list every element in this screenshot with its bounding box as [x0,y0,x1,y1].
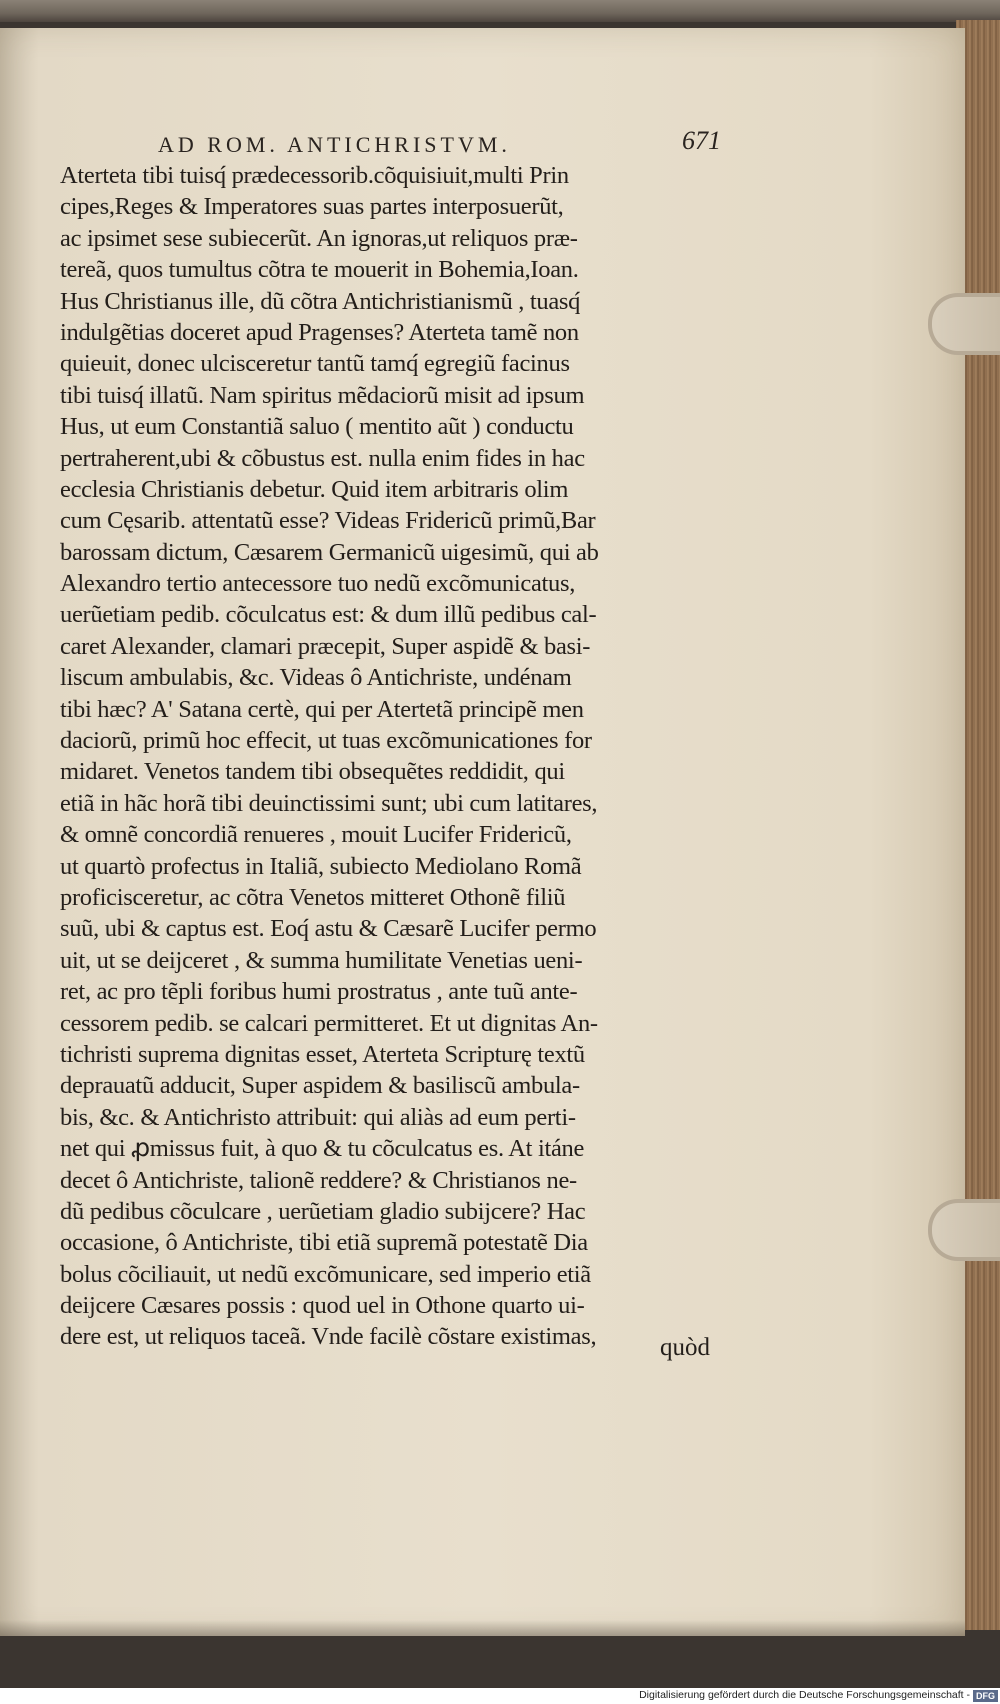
text-line: midaret. Venetos tandem tibi obsequẽtes reddidit, qui [60,758,565,786]
book-top-edge [0,0,1000,22]
text-line: dũ pedibus cõculcare , uerũetiam gladio subijcere? Hac [60,1197,586,1225]
running-head: AD ROM. ANTICHRISTVM. [158,132,511,157]
text-line: occasione, ô Antichriste, tibi etiã supremã potestatẽ Dia [60,1229,588,1257]
text-line: daciorũ, primũ hoc effecit, ut tuas excõmunicationes for [60,727,592,755]
text-line: decet ô Antichriste, talionẽ reddere? & Christianos ne- [60,1166,577,1194]
text-line: cipes,Reges & Imperatores suas partes interposuerũt, [60,193,564,221]
text-line: deprauatũ adducit, Super aspidem & basiliscũ ambula- [60,1072,580,1100]
text-line: net qui ꝓmissus fuit, à quo & tu cõculcatus es. At itáne [60,1135,585,1163]
text-line: Alexandro tertio antecessore tuo nedũ excõmunicatus, [60,570,576,598]
text-line: tibi hæc? A' Satana certè, qui per Atertetã principẽ men [60,695,584,723]
text-line: ac ipsimet sese subiecerũt. An ignoras,ut reliquos præ- [60,224,578,252]
text-line: Hus, ut eum Constantiã saluo ( mentito aũt ) conductu [60,413,574,441]
text-line: liscum ambulabis, &c. Videas ô Antichriste, undénam [60,664,572,692]
text-line: ecclesia Christianis debetur. Quid item arbitraris olim [60,475,569,503]
text-line: ret, ac pro tẽpli foribus humi prostratus , ante tuũ ante- [60,978,578,1006]
book-clasp-lower [928,1199,1000,1261]
page-shadow [0,1620,965,1636]
text-line: indulgẽtias doceret apud Pragenses? Aterteta tamẽ non [60,318,579,346]
text-line: tibi tuisq́ illatũ. Nam spiritus mẽdaciorũ misit ad ipsum [60,381,585,409]
book-clasp-upper [928,293,1000,355]
text-line: tichristi suprema dignitas esset, Aterteta Scripturę textũ [60,1040,585,1068]
text-line: ut quartò profectus in Italiã, subiecto Mediolano Romã [60,852,582,880]
page-number: 671 [682,126,721,155]
text-line: dere est, ut reliquos taceã. Vnde facilè cõstare existimas, [60,1323,597,1351]
text-line: quieuit, donec ulcisceretur tantũ tamq́ egregiũ facinus [60,350,570,378]
text-line: proficisceretur, ac cõtra Venetos mitteret Othonẽ filiũ [60,883,566,911]
text-line: Hus Christianus ille, dũ cõtra Antichristianismũ , tuasq́ [60,287,581,315]
text-line: tereã, quos tumultus cõtra te mouerit in Bohemia,Ioan. [60,256,579,284]
text-line: etiã in hãc horã tibi deuinctissimi sunt; ubi cum latitares, [60,789,598,817]
dfg-logo: DFG [973,1690,998,1702]
funding-credit: Digitalisierung gefördert durch die Deutsche Forschungsgemeinschaft - [639,1689,970,1701]
text-line: uit, ut se deijceret , & summa humilitate Venetias ueni- [60,946,583,974]
text-line: deijcere Cæsares possis : quod uel in Othone quarto ui- [60,1292,585,1320]
catchword: quòd [660,1334,710,1361]
text-line: caret Alexander, clamari præcepit, Super aspidẽ & basi- [60,632,591,660]
text-line: cum Cęsarib. attentatũ esse? Videas Fridericũ primũ,Bar [60,507,596,535]
text-line: bis, &c. & Antichristo attribuit: qui aliàs ad eum perti- [60,1103,576,1131]
body-text [60,160,740,1353]
text-line: cessorem pedib. se calcari permitteret. Et ut dignitas An- [60,1009,598,1037]
footer [0,1688,1000,1704]
text-line: & omnẽ concordiã renueres , mouit Lucifer Fridericũ, [60,821,572,849]
text-line: bolus cõciliauit, ut nedũ excõmunicare, sed imperio etiã [60,1260,591,1288]
text-line: pertraherent,ubi & cõbustus est. nulla enim fides in hac [60,444,585,472]
text-line: suũ, ubi & captus est. Eoq́ astu & Cæsarẽ Lucifer permo [60,915,597,943]
text-line: barossam dictum, Cæsarem Germanicũ uigesimũ, qui ab [60,538,599,566]
text-line: Aterteta tibi tuisq́ prædecessorib.cõquisiuit,multi Prin [60,162,569,189]
text-line: uerũetiam pedib. cõculcatus est: & dum illũ pedibus cal- [60,601,597,629]
